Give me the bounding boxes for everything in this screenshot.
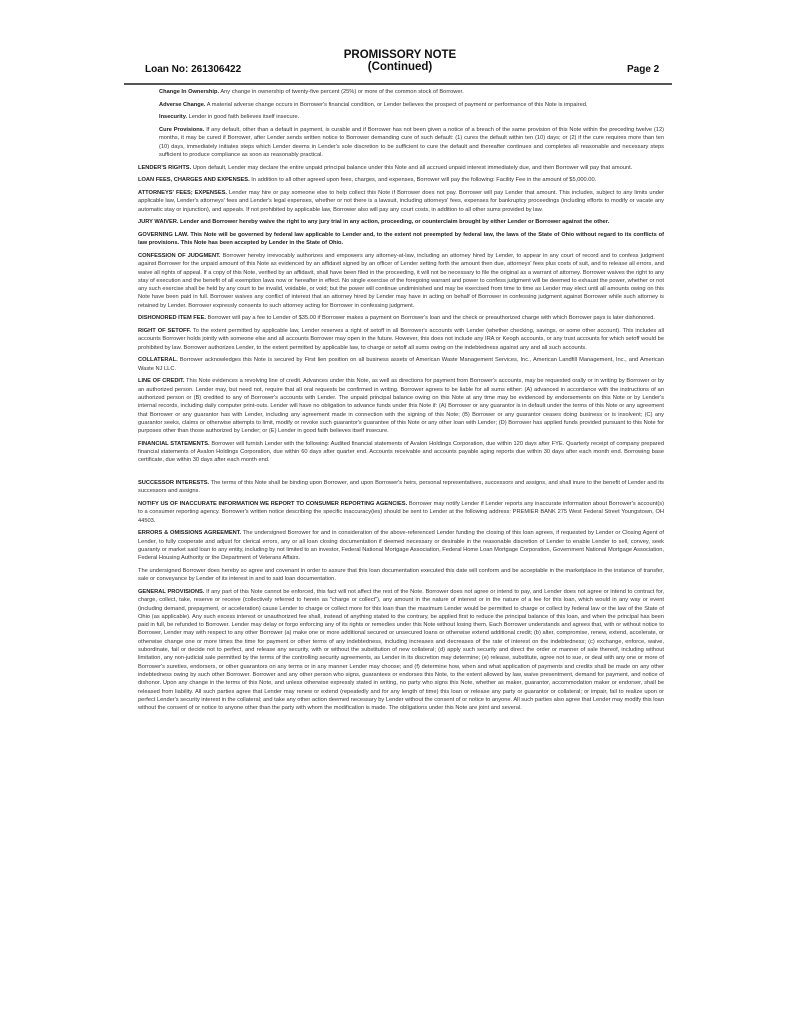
section-text: In addition to all other agreed upon fees, charges, and expenses, Borrower will pay the following: Facility Fee in the amount of $5,000.00. — [249, 177, 597, 184]
section-heading: ERRORS & OMISSIONS AGREEMENT. — [138, 530, 242, 537]
section-text: Lender may hire or pay someone else to help collect this Note if Borrower does not pay. Borrower will pay Lender that amount. This includes, subject to any limits under applicable law, Lender's attorneys' fees and Lender's legal expenses, whether or not there is a lawsuit, including attorneys' fees, expenses for bankruptcy proceedings (including efforts to modify or vacate any automatic stay or injunction), and appeals. If not prohibited by applicable law, Borrower also will pay any court costs, in addition to all other sums provided by law. — [138, 190, 664, 213]
section-heading: Change In Ownership. — [159, 89, 220, 95]
section-paragraph — [138, 377, 664, 435]
title-line-1: PROMISSORY NOTE — [343, 49, 457, 61]
section-heading: COLLATERAL. — [138, 357, 178, 364]
section-text: This Note will be governed by federal law applicable to Lender and, to the extent not preempted by federal law, the laws of the State of Ohio without regard to its conflicts of law provisions. This Note has been accepted by Lender in the State of Ohio. — [138, 231, 664, 247]
section-text: A material adverse change occurs in Borrower's financial condition, or Lender believes the prospect of payment or performance of this Note is impaired. — [205, 101, 588, 108]
section-heading: ATTORNEYS' FEES; EXPENSES. — [138, 190, 227, 197]
section-text: Any change in ownership of twenty-five percent (25%) or more of the common stock of Borrower. — [219, 89, 464, 95]
section-text: The undersigned Borrower does hereby so agree and covenant in order to assure that this loan documentation executed this date will conform and be acceptable in the marketplace in the instance of transfer, sale or conveyance by Lender of its interest in and to said loan documentation. — [138, 567, 664, 583]
section-paragraph — [138, 327, 664, 352]
section-text: The terms of this Note shall be binding upon Borrower, and upon Borrower's heirs, personal representatives, successors and assigns, and shall inure to the benefit of Lender and its successors and assigns. — [138, 480, 664, 495]
section-heading: NOTIFY US OF INACCURATE INFORMATION WE REPORT TO CONSUMER REPORTING AGENCIES. — [138, 501, 408, 508]
section-text: Lender in good faith believes itself insecure. — [187, 114, 300, 121]
section-paragraph — [138, 252, 664, 310]
section-heading: JURY WAIVER. — [138, 219, 179, 226]
section-heading: LOAN FEES, CHARGES AND EXPENSES. — [138, 177, 250, 184]
section-paragraph — [138, 356, 664, 373]
section-paragraph — [138, 500, 664, 525]
section-paragraph — [138, 588, 664, 712]
document-body — [138, 88, 664, 717]
section-paragraph — [138, 231, 664, 248]
spacer — [138, 469, 664, 479]
section-heading: RIGHT OF SETOFF. — [138, 328, 191, 335]
section-text: Borrower will pay a fee to Lender of $35.00 if Borrower makes a payment on Borrower's loan and the check or preauthorized charge with which Borrower pays is later dishonored. — [205, 315, 656, 322]
section-paragraph — [138, 567, 664, 584]
header-rule — [124, 83, 672, 85]
section-paragraph — [138, 164, 664, 172]
section-text: Borrower will furnish Lender with the following: Audited financial statements of Avalon Holdings Corporation, due within 120 days after FYE. Quarterly receipt of company prepared financial statements of Avalon Holdings Corporation, due within 60 days after quarter end. Accounts receivable and accounts payable aging reports due within 30 days after each month end. Borrowing base certificate, due within 30 days after each month end. — [138, 440, 664, 464]
section-heading: LINE OF CREDIT. — [138, 378, 185, 385]
section-paragraph — [138, 440, 664, 465]
section-heading: Insecurity. — [159, 114, 188, 121]
section-paragraph — [159, 113, 664, 121]
section-heading: SUCCESSOR INTERESTS. — [138, 480, 210, 487]
page-number: Page 2 — [627, 64, 660, 75]
section-text: Borrower acknowledges this Note is secured by First lien position on all business assets of American Waste Management Services, Inc., American Landfill Management, Inc., and American Waste NJ LLC. — [138, 357, 664, 372]
section-text: The undersigned Borrower for and in consideration of the above-referenced Lender funding the closing of this loan agrees, if requested by Lender or Closing Agent of Lender, to fully cooperate and adjust for clerical errors, any or all loan closing documentation if deemed necessary or desirable in the reasonable discretion of Lender to enable Lender to sell, convey, seek guaranty or market said loan to any entity, including by not limited to an investor, Federal National Mortgage Association, Federal Home Loan Mortgage Corporation, Government National Mortgage Association, Federal Housing Authority or the Department of Veterans Affairs. — [138, 530, 664, 562]
section-text: If any part of this Note cannot be enforced, this fact will not affect the rest of the Note. Borrower does not agree or intend to pay, and Lender does not agree or intend to contract for, charge, collect, take, reserve or receive (collectively referred to herein as "charge or collect"), any amount in the nature of interest or in the nature of a fee for this loan, which would in any way or event (including demand, prepayment, or acceleration) cause Lender to charge or collect more for this loan than the maximum Lender would be permitted to charge or collect by federal law or the law of the State of Ohio (as applicable). Any such excess interest or unauthorized fee shall, instead of anything stated to the contrary, be applied first to reduce the principal balance of this loan, and when the principal has been paid in full, be refunded to Borrower. Lender may delay or forgo enforcing any of its rights or remedies under this Note without losing them. Each Borrower understands and agrees that, with or without notice to Borrower, Lender may with respect to any other Borrower (a) make one or more additional secured or unsecured loans or otherwise extend additional credit; (b) alter, compromise, renew, extend, accelerate, or otherwise change one or more times the time for payment or other terms of any indebtedness, including increases and decreases of the rate of interest on the indebtedness; (c) exchange, enforce, waive, subordinate, fail or decide not to perfect, and release any security, with or without the substitution of new collateral; (d) apply such security and direct the order or manner of sale thereof, including without limitation, any non-judicial sale permitted by the terms of the controlling security agreements, as Lender in its discretion may determine; (e) release, substitute, agree not to sue, or deal with any one or more of Borrower's sureties, endorsers, or other guarantors on any terms or in any manner Lender may choose; and (f) determine how, when and what application of payments and credits shall be made on any other indebtedness owing by such other Borrower. Borrower and any other person who signs, guarantees or endorses this Note, to the extent allowed by law, waive presentment, demand for payment, and notice of dishonor. Upon any change in the terms of this Note, and unless otherwise expressly stated in writing, no party who signs this Note, whether as maker, guarantor, accommodation maker or endorser, shall be released from liability. All such parties agree that Lender may renew or extend (repeatedly and for any length of time) this loan or release any party or guarantor or collateral; or impair, fail to realize upon or perfect Lender's security interest in the collateral; and take any other action deemed necessary by Lender without the consent of or notice to anyone. All such parties also agree that Lender may modify this loan without the consent of or notice to anyone other than the party with whom the modification is made. The obligations under this Note are joint and several. — [138, 588, 665, 712]
section-heading: Adverse Change. — [159, 101, 206, 108]
section-text: Lender and Borrower hereby waive the right to any jury trial in any action, proceeding, or counterclaim brought by either Lender or Borrower against the other. — [178, 219, 610, 226]
section-paragraph — [138, 314, 664, 322]
section-heading: FINANCIAL STATEMENTS. — [138, 440, 210, 447]
section-paragraph — [159, 101, 664, 109]
loan-number: Loan No: 261306422 — [145, 64, 242, 75]
document-title — [0, 49, 800, 73]
section-heading: CONFESSION OF JUDGMENT. — [138, 252, 221, 259]
section-heading: Cure Provisions. — [159, 127, 205, 134]
title-line-2: (Continued) — [367, 61, 433, 73]
section-text: If any default, other than a default in payment, is curable and if Borrower has not been given a notice of a breach of the same provision of this Note within the preceding twelve (12) months, it may be cured if Borrower, after Lender sends written notice to Borrower demanding cure of such default: (1) cures the default within ten (10) days; or (2) if the cure requires more than ten (10) days, immediately initiates steps which Lender deems in Lender's sole discretion to be sufficient to cure the default and thereafter continues and completes all reasonable and necessary steps sufficient to produce compliance as soon as reasonably practical. — [159, 127, 664, 158]
section-text: This Note evidences a revolving line of credit. Advances under this Note, as well as directions for payment from Borrower's accounts, may be requested orally or in writing by Borrower or by an authorized person. Lender may, but need not, require that all oral requests be confirmed in writing. Borrower agrees to be liable for all sums either: (A) advanced in accordance with the instructions of an authorized person or (B) credited to any of Borrower's accounts with Lender. The unpaid principal balance owing on this Note at any time may be evidenced by endorsements on this Note or by Lender's internal records, including daily computer print-outs. Lender will have no obligation to advance funds under this Note if: (A) Borrower or any guarantor is in default under the terms of this Note or any agreement that Borrower or any guarantor has with Lender, including any agreement made in connection with the signing of this Note; (B) Borrower or any guarantor ceases doing business or is insolvent; (C) any guarantor seeks, claims or otherwise attempts to limit, modify or revoke such guarantor's guarantee of this Note or any other loan with Lender; (D) Borrower has applied funds provided pursuant to this Note for purposes other than those authorized by Lender; or (E) Lender in good faith believes itself insecure. — [138, 378, 664, 435]
section-heading: GOVERNING LAW. — [138, 231, 189, 238]
section-paragraph — [159, 126, 664, 159]
section-heading: DISHONORED ITEM FEE. — [138, 315, 206, 322]
section-paragraph — [138, 479, 664, 496]
section-heading: GENERAL PROVISIONS. — [138, 588, 205, 595]
section-text: To the extent permitted by applicable law, Lender reserves a right of setoff in all Borrower's accounts with Lender (whether checking, savings, or some other account). This includes all accounts Borrower holds jointly with someone else and all accounts Borrower may open in the future. However, this does not include any IRA or Keogh accounts, or any trust accounts for which setoff would be prohibited by law. Borrower authorizes Lender, to the extent permitted by applicable law, to charge or setoff all sums owing on the indebtedness against any and all such accounts. — [138, 328, 664, 351]
section-paragraph — [138, 529, 664, 562]
section-paragraph — [138, 176, 664, 184]
section-paragraph — [159, 88, 664, 96]
section-text: Upon default, Lender may declare the entire unpaid principal balance under this Note and all accrued unpaid interest immediately due, and then Borrower will pay that amount. — [191, 164, 633, 171]
section-paragraph — [138, 218, 664, 226]
section-text: Borrower hereby irrevocably authorizes and empowers any attorney-at-law, including an attorney hired by Lender, to appear in any court of record and to confess judgment against Borrower for the unpaid amount of this Note as evidenced by an affidavit signed by an officer of Lender setting forth the amount then due, attorneys' fees plus costs of suit, and to release all errors, and waive all rights of appeal. If a copy of this Note, verified by an affidavit, shall have been filed in the proceeding, it will not be necessary to file the original as a warrant of attorney. Borrower waives the right to any stay of execution and the benefit of all exemption laws now or hereafter in effect. No single exercise of the foregoing warrant and power to confess judgment will be deemed to exhaust the power, whether or not any such exercise shall be held by any court to be invalid, voidable, or void; but the power will continue undiminished and may be exercised from time to time as Lender may elect until all amounts owing on this Note have been paid in full. Borrower waives any conflict of interest that an attorney hired by Lender may have in acting on behalf of Borrower in confessing judgment against Borrower while such attorney is retained by Lender. Borrower expressly consents to such attorney acting for Borrower in confessing judgment. — [138, 252, 664, 309]
section-heading: LENDER'S RIGHTS. — [138, 164, 192, 171]
section-paragraph — [138, 189, 664, 214]
section-text: Borrower may notify Lender if Lender reports any inaccurate information about Borrower's account(s) to a consumer reporting agency. Borrower's written notice describing the specific inaccuracy(ies) should be sent to Lender at the following address: PREMIER BANK 275 West Federal Street Youngstown, OH 44503. — [138, 501, 665, 524]
